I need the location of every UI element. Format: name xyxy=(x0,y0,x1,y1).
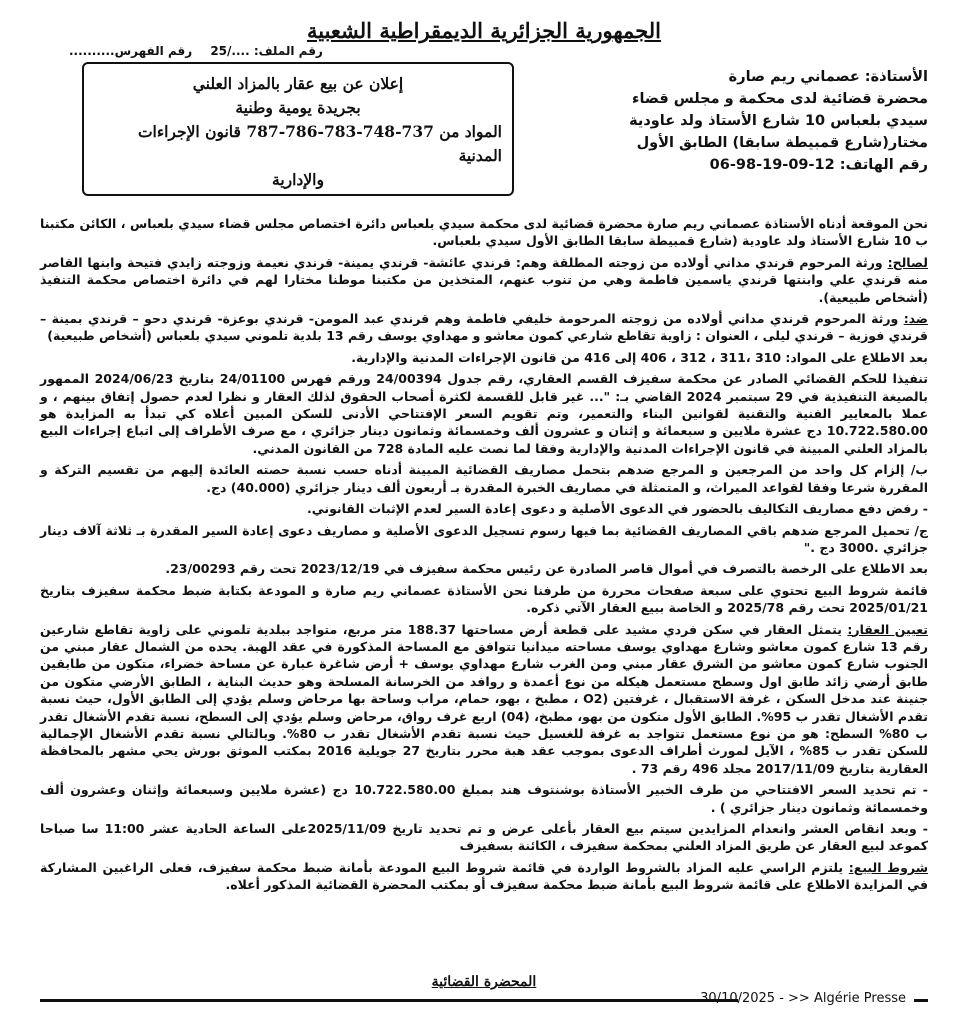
notice-body xyxy=(40,215,928,898)
office-line: محضرة قضائية لدى محكمة و مجلس قضاء xyxy=(632,91,928,107)
footer-rule xyxy=(40,999,738,1002)
item-reject: - رفض دفع مصاريف التكاليف بالحضور في الدعوى الأصلية و دعوى إعادة السير لعدم الإثبات القانوني. xyxy=(306,501,928,517)
execution-paragraph: تنفيذا للحكم القضائي الصادر عن محكمة سفيزف القسم العقاري، رقم جدول 24/00394 ورقم فهرس 24/01100 بتاريخ 2024/06/23 الممهور بالصيغة التنفيذية في 29 سبتمبر 2024 القاضي بـ: "... غير قابل للقسمة لكثرة أصحاب الحقوق لذلك العقار و نظرا لعدم حصول إتفاق بينهم ، و عملا بالمعايير الفنية والتقنية لقوانين البناء والتعمير، وتم تقويم السعر الإفتتاحي الأدنى للسكن المبين أعلاه كي تبدأ به المزايدة هو 10.722.580.00 دج عشرة ملايين و سبعمائة و إثنان و عشرون ألف وخمسمائة وثمانون دينار جزائري ، مع صرف الأطراف إلى اتباع إجراءات البيع بالمزاد العلني المبينة في قانون الإجراءات المدنية والإدارية وفقا لما نصت عليه المادة 728 من القانون المدني. xyxy=(40,371,928,456)
review-paragraph: بعد الاطلاع على المواد: 310 ،311 ، 312 ، 406 إلى 416 من قانون الإجراءات المدنية والإدارية. xyxy=(351,349,928,365)
permit-paragraph: بعد الاطلاع على الرخصة بالتصرف في أموال قاصر الصادرة عن رئيس محكمة سفيزف في 2023/12/19 تحت رقم 23/00293. xyxy=(165,561,928,577)
notice-articles: المواد من 737-748-783-786-787 قانون الإجراءات المدنية xyxy=(137,122,502,165)
footer-rule-end xyxy=(914,999,928,1002)
page-title: الجمهورية الجزائرية الديمقراطية الشعبية xyxy=(306,18,661,43)
favor-text: ورثة المرحوم قرندي مداني أولاده من زوجته المطلقة وهم: قرندي عائشة- قرندي يمينة- قرندي نعيمة وزوجته زايدي فتيحة وابنها القاصر منه قرندي علي وابنتها قرندي ياسمين فاطمة وهي من تنوب عنهم، المتخذين من مكتبنا موطنا مختارا لهم في دائرة اختصاص محكمة التنفيذ (أشخاص طبيعية). xyxy=(40,254,928,305)
office-phone: رقم الهاتف: 12-09-19-98-06 xyxy=(709,157,928,173)
notice-articles-cont: والإدارية xyxy=(272,170,324,189)
notice-box xyxy=(82,62,514,196)
index-number: رقم الفهرس.......... xyxy=(69,44,193,58)
property-paragraph xyxy=(40,621,928,778)
property-text: يتمثل العقار في سكن فردي مشيد على قطعة أرض مساحتها 188.37 متر مربع، متواجد ببلدية تلموني على زاوية تقاطع شارعين رقم 13 شارع كمون معاشو وشارع مهداوي يوسف مساحته ميدانيا تتوافق مع المساحة المذكورة في عقد الهبة. يحده من الشمال عقار مبني من الجنوب شارع كمون معاشو من الشرق عقار مبني ومن الغرب شارع مهداوي يوسف + أرض شاغرة عبارة عن مساحة خضراء، متكون من طابقين طابق أرضي زائد طابق اول وسطح مستعمل هيكله من نوع أعمدة و روافد من الخرسانة المسلحة وهو حديث البناية ، الطابق الأرضي متكون من جنينة عند مدخل السكن ، غرفة الاستقبال ، غرفتين (O2 ، مطبخ ، بهو، حمام، مراب وساحة بها مرحاض وسلم يؤدي إلى الطابق الأول، حيث نسبة تقدم الأشغال تقدر ب 95%. الطابق الأول متكون من بهو، مطبخ، (04) اربع غرف رواق، مرحاض وسلم يؤدي إلى السطح، نسبة تقدم الأشغال تقدر ب 80% السطح: هو من نوع مستعمل تتواجد به غرفة للغسيل حيث نسبة تقدم الأشغال تقدر ب 80%. وبالتالي نسبة تقدم الأشغال الإجمالية للسكن تقدر ب 85% ، الآيل لمورث أطراف الدعوى بموجب عقد هبة محرر بتاريخ 27 جويلية 2016 بمكتب الموثق بورش يحي مشهر بالمحافظة العقارية بتاريخ 2017/11/09 مجلد 496 رقم 73 . xyxy=(40,621,928,776)
date-paragraph: - وبعد انقاص العشر وانعدام المزايدين سيتم بيع العقار بأعلى عرض و تم تحديد تاريخ 2025/11/09على الساعة الحادية عشر 11:00 سا صباحا كموعد لبيع العقار عن طريق المزاد العلني بمحكمة سفيزف ، الكائنة بسفيزف xyxy=(40,821,928,854)
against-paragraph xyxy=(40,310,928,345)
terms-paragraph xyxy=(40,859,928,894)
notice-newspaper: بجريدة يومية وطنية xyxy=(235,98,361,117)
source-credit: 30/10/2025 - >> Algérie Presse xyxy=(700,991,906,1006)
property-label: تعيين العقار: xyxy=(847,621,928,637)
terms-label: شروط البيع: xyxy=(848,859,928,875)
office-line: الأستاذة: عصماني ريم صارة xyxy=(728,69,928,85)
file-reference xyxy=(55,44,323,58)
signature-title: المحضرة القضائية xyxy=(431,974,537,990)
item-c: ج/ تحميل المرجع ضدهم باقي المصاريف القضائية بما فيها رسوم تسجيل الدعوى الأصلية و مصاريف دعوى إعادة السير المقدرة بـ ثلاثة آلاف دينار جزائري .3000 دج ." xyxy=(40,522,928,555)
against-label: ضد: xyxy=(903,311,928,327)
bailiff-office-block xyxy=(528,66,928,176)
file-number: رقم الملف: ..../25 xyxy=(210,44,323,58)
against-text: ورثة المرحوم قرندي مداني أولاده من زوجته المرحومة خليفي فاطمة وهم قرندي عبد المومن- قرندي بوعزة- قرندي دحو – قرندي بمينة – قرندي فوزية – قرندي ليلى ، العنوان : زاوية تقاطع شارعي كمون معاشو و مهداوي يوسف رقم 13 بلدية تلموني سيدي بلعباس (أشخاص طبيعية) xyxy=(40,311,928,344)
office-line: مختار(شارع قمبيطة سابقا) الطابق الأول xyxy=(636,135,928,151)
favor-label: لصالح: xyxy=(887,254,928,270)
office-line: سيدي بلعباس 10 شارع الأستاذ ولد عاودية xyxy=(629,113,928,129)
item-b: ب/ إلزام كل واحد من المرجعين و المرجع ضدهم بتحمل مصاريف القضائية المبينة أدناه حسب نسبة حصته العائدة إليهم من تقسيم التركة و المقررة شرعا وفقا لقواعد الميراث، و المتمثلة في مصاريف الخبرة المقدرة بـ أربعون ألف دينار جزائري (40.000) دج. xyxy=(40,462,928,495)
footer-bar xyxy=(40,993,928,1007)
intro-paragraph: نحن الموقعة أدناه الأستاذة عصماني ريم صارة محضرة قضائية لدى محكمة سيدي بلعباس دائرة اختصاص مجلس قضاء سيدي بلعباس ، الكائن مكتبنا ب 10 شارع الأستاذ ولد عاودية (شارع قمبيطة سابقا الطابق الأول سيدي بلعباس. xyxy=(40,216,928,249)
conditions-paragraph: قائمة شروط البيع تحتوي على سبعة صفحات محررة من طرفنا نحن الأستاذة عصماني ريم صارة و المودعة بكتابة ضبط محكمة سفيزف بتاريخ 2025/01/21 تحت رقم 2025/78 و الخاصة ببيع العقار الآتي ذكره. xyxy=(40,582,928,616)
notice-heading: إعلان عن بيع عقار بالمزاد العلني xyxy=(192,74,404,93)
terms-text: يلتزم الراسي عليه المزاد بالشروط الواردة في قائمة شروط البيع المودعة بأمانة ضبط محكمة سفيزف، فعلى الراغبين المشاركة في المزايدة الاطلاع على قائمة شروط البيع بأمانة ضبط محكمة سفيزف أو بمكتب المحضرة القضائية المذكور أعلاه. xyxy=(40,859,928,893)
price-paragraph: - تم تحديد السعر الافتتاحي من طرف الخبير الأستاذة بوشنتوف هند بمبلغ 10.722.580.00 دج (عشرة ملايين وسبعمائة وإثنان وعشرون ألف وخمسمائة وثمانون دينار جزائري ) . xyxy=(40,782,928,815)
favor-paragraph xyxy=(40,254,928,306)
